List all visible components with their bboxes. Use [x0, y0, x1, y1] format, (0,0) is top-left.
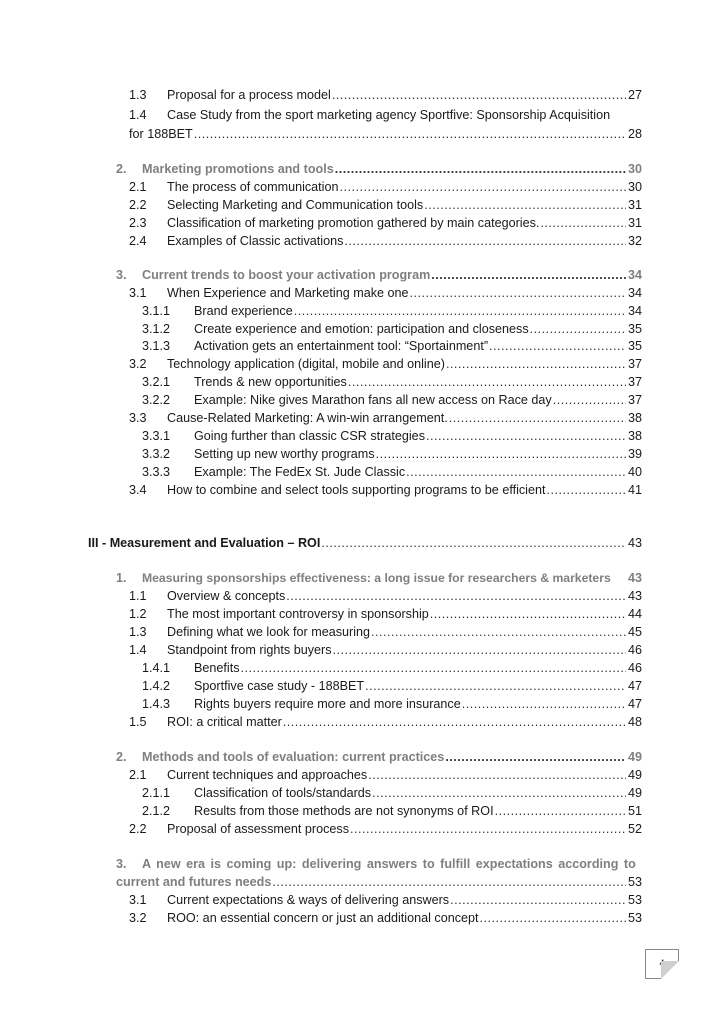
toc-entry-1-4[interactable]: [129, 106, 642, 124]
toc-entry-number: 2.3: [129, 216, 147, 230]
toc-entry-number: 1.: [116, 571, 127, 585]
toc-entry-page: 46: [627, 643, 642, 657]
dot-leader: [450, 891, 626, 909]
toc-entry-iii-1-4[interactable]: [129, 641, 642, 659]
toc-entry-page: 40: [627, 465, 642, 479]
toc-entry-page: 47: [627, 679, 642, 693]
dot-leader: [350, 820, 626, 838]
toc-entry-title: Benefits: [194, 661, 240, 675]
dot-leader: [283, 713, 626, 731]
toc-entry-number: 3.1.3: [142, 339, 171, 353]
toc-entry-number: 1.5: [129, 715, 147, 729]
toc-part-iii[interactable]: [88, 534, 642, 552]
toc-entry-title: Examples of Classic activations: [167, 234, 344, 248]
toc-entry-title: Create experience and emotion: participation and closeness: [194, 322, 529, 336]
toc-entry-page: 31: [627, 198, 642, 212]
toc-entry-page: 32: [627, 234, 642, 248]
toc-entry-number: 2.1: [129, 180, 147, 194]
toc-entry-page: 43: [627, 536, 642, 550]
toc-entry-page: 34: [627, 304, 642, 318]
toc-entry-number: 1.4.1: [142, 661, 171, 675]
toc-entry-title: Current expectations & ways of delivering answers: [167, 893, 450, 907]
toc-entry-number: 3.3.2: [142, 447, 171, 461]
toc-entry-2-2[interactable]: [129, 196, 642, 214]
toc-entry-title: Current trends to boost your activation program: [142, 268, 431, 282]
toc-entry-iii-1-5[interactable]: [129, 713, 642, 731]
dot-leader: [426, 427, 626, 445]
toc-entry-page: 45: [627, 625, 642, 639]
toc-entry-page: 27: [627, 88, 642, 102]
toc-entry-title: Selecting Marketing and Communication tools: [167, 198, 424, 212]
toc-entry-number: 2.1.1: [142, 786, 171, 800]
toc-entry-page: 43: [627, 589, 642, 603]
toc-entry-number: 1.2: [129, 607, 147, 621]
toc-entry-number: 2.2: [129, 198, 147, 212]
toc-entry-number: 3.1.2: [142, 322, 171, 336]
dot-leader: [241, 659, 626, 677]
dot-leader: [332, 86, 626, 104]
toc-entry-title: ROI: a critical matter: [167, 715, 282, 729]
dot-leader: [272, 873, 626, 891]
toc-entry-title-continued: current and futures needs: [116, 875, 272, 889]
toc-entry-3-2-1[interactable]: [142, 373, 642, 391]
toc-entry-number: 2.4: [129, 234, 147, 248]
toc-entry-iii-2-2[interactable]: [129, 820, 642, 838]
toc-entry-page: 30: [627, 162, 642, 176]
toc-entry-page: 37: [627, 357, 642, 371]
toc-entry-title: III - Measurement and Evaluation – ROI: [88, 536, 321, 550]
toc-entry-title: Overview & concepts: [167, 589, 286, 603]
toc-entry-3-2[interactable]: [129, 355, 642, 373]
toc-entry-iii-1-2[interactable]: [129, 605, 642, 623]
toc-entry-iii-3-1[interactable]: [129, 891, 642, 909]
toc-entry-3-3-1[interactable]: [142, 427, 642, 445]
toc-entry-title: Proposal of assessment process: [167, 822, 349, 836]
toc-entry-3-1-3[interactable]: [142, 337, 642, 355]
toc-entry-iii-1-4-3[interactable]: [142, 695, 642, 713]
toc-entry-title: Rights buyers require more and more insurance: [194, 697, 461, 711]
dot-leader: [368, 766, 626, 784]
toc-entry-title: How to combine and select tools supporting programs to be efficient: [167, 483, 546, 497]
toc-entry-page: 38: [627, 411, 642, 425]
toc-entry-number: 2.: [116, 162, 127, 176]
dot-leader: [372, 784, 626, 802]
dot-leader: [348, 373, 626, 391]
toc-entry-page: 53: [627, 875, 642, 889]
dot-leader: [540, 214, 626, 232]
toc-entry-iii-1-3[interactable]: [129, 623, 642, 641]
toc-entry-number: 1.4.2: [142, 679, 171, 693]
dot-leader: [530, 320, 626, 338]
toc-entry-title: A new era is coming up: delivering answers to fulfill expectations according to: [142, 857, 636, 871]
toc-entry-number: 3.: [116, 268, 127, 282]
dot-leader: [321, 534, 626, 552]
toc-entry-title: When Experience and Marketing make one: [167, 286, 409, 300]
toc-entry-page: 31: [627, 216, 642, 230]
toc-entry-page: 52: [627, 822, 642, 836]
toc-entry-page: 46: [627, 661, 642, 675]
toc-entry-number: 2.1: [129, 768, 147, 782]
dot-leader: [462, 695, 626, 713]
toc-entry-iii-1-4-2[interactable]: [142, 677, 642, 695]
dot-leader: [194, 125, 626, 143]
toc-entry-title: Cause-Related Marketing: A win-win arrangement.: [167, 411, 448, 425]
toc-entry-number: 3.3: [129, 411, 147, 425]
toc-entry-number: 2.: [116, 750, 127, 764]
toc-entry-number: 3.2.1: [142, 375, 171, 389]
toc-entry-number: 2.2: [129, 822, 147, 836]
toc-entry-number: 2.1.2: [142, 804, 171, 818]
toc-entry-title: The process of communication: [167, 180, 339, 194]
toc-entry-number: 3.3.3: [142, 465, 171, 479]
toc-entry-title: Technology application (digital, mobile and online): [167, 357, 445, 371]
toc-entry-page: 28: [627, 127, 642, 141]
toc-entry-1-4-continued[interactable]: [129, 125, 642, 143]
toc-section-2[interactable]: [116, 160, 642, 178]
toc-entry-title: Methods and tools of evaluation: current practices: [142, 750, 445, 764]
toc-entry-number: 1.4: [129, 643, 147, 657]
dot-leader: [431, 266, 626, 284]
toc-entry-1-3[interactable]: [129, 86, 642, 104]
folded-corner: [661, 961, 679, 979]
toc-entry-number: 3.4: [129, 483, 147, 497]
toc-entry-page: 38: [627, 429, 642, 443]
toc-section-iii-3[interactable]: [116, 855, 642, 873]
toc-entry-page: 53: [627, 911, 642, 925]
toc-entry-page: 34: [627, 286, 642, 300]
dot-leader: [333, 641, 627, 659]
dot-leader: [495, 802, 626, 820]
toc-entry-number: 3.2.2: [142, 393, 171, 407]
toc-entry-iii-2-1-1[interactable]: [142, 784, 642, 802]
toc-entry-page: 49: [627, 786, 642, 800]
toc-entry-title: Example: Nike gives Marathon fans all new access on Race day: [194, 393, 552, 407]
toc-entry-3-2-2[interactable]: [142, 391, 642, 409]
toc-entry-title: Activation gets an entertainment tool: “Sportainment”: [194, 339, 489, 353]
dot-leader: [410, 284, 626, 302]
dot-leader: [553, 391, 626, 409]
toc-entry-page: 44: [627, 607, 642, 621]
toc-section-iii-1[interactable]: [116, 569, 642, 587]
dot-leader: [294, 302, 626, 320]
dot-leader: [286, 587, 626, 605]
toc-entry-number: 1.3: [129, 625, 147, 639]
dot-leader: [376, 445, 626, 463]
toc-entry-iii-3-2[interactable]: [129, 909, 642, 927]
toc-entry-iii-1-4-1[interactable]: [142, 659, 642, 677]
toc-entry-3-1-1[interactable]: [142, 302, 642, 320]
page-number: 4: [659, 958, 665, 968]
toc-entry-title: Going further than classic CSR strategies: [194, 429, 425, 443]
dot-leader: [344, 232, 626, 250]
toc-entry-title: Proposal for a process model: [167, 88, 331, 102]
toc-entry-number: 3.1.1: [142, 304, 171, 318]
page-number-box: [645, 949, 679, 979]
toc-entry-page: 49: [627, 750, 642, 764]
toc-entry-page: 30: [627, 180, 642, 194]
toc-entry-number: 3.2: [129, 357, 147, 371]
toc-entry-title: Brand experience: [194, 304, 293, 318]
dot-leader: [406, 463, 626, 481]
toc-entry-title: Standpoint from rights buyers: [167, 643, 332, 657]
toc-entry-3-1-2[interactable]: [142, 320, 642, 338]
toc-entry-2-4[interactable]: [129, 232, 642, 250]
toc-entry-3-4[interactable]: [129, 481, 642, 499]
toc-entry-iii-2-1[interactable]: [129, 766, 642, 784]
toc-entry-title: Measuring sponsorships effectiveness: a long issue for researchers & marketers: [142, 571, 611, 585]
toc-entry-page: 51: [627, 804, 642, 818]
toc-entry-title: Current techniques and approaches: [167, 768, 368, 782]
toc-entry-title: Defining what we look for measuring: [167, 625, 371, 639]
toc-entry-page: 35: [627, 322, 642, 336]
toc-entry-number: 1.3: [129, 88, 147, 102]
dot-leader: [340, 178, 627, 196]
toc-entry-title: The most important controversy in sponsorship: [167, 607, 429, 621]
dot-leader: [480, 909, 626, 927]
toc-entry-title-continued: for 188BET: [129, 127, 193, 141]
toc-entry-title: Classification of marketing promotion gathered by main categories.: [167, 216, 540, 230]
toc-entry-number: 1.1: [129, 589, 147, 603]
toc-entry-number: 3.3.1: [142, 429, 171, 443]
toc-entry-title: Sportfive case study - 188BET: [194, 679, 365, 693]
toc-entry-number: 3.2: [129, 911, 147, 925]
toc-section-iii-2[interactable]: [116, 748, 642, 766]
toc-entry-2-3[interactable]: [129, 214, 642, 232]
toc-entry-title: Results from those methods are not synonyms of ROI: [194, 804, 494, 818]
dot-leader: [371, 623, 626, 641]
toc-entry-page: 35: [627, 339, 642, 353]
toc-entry-iii-2-1-2[interactable]: [142, 802, 642, 820]
toc-entry-title: Classification of tools/standards: [194, 786, 372, 800]
toc-entry-number: 1.4: [129, 108, 147, 122]
toc-entry-page: 48: [627, 715, 642, 729]
toc-section-3[interactable]: [116, 266, 642, 284]
toc-entry-title: Trends & new opportunities: [194, 375, 347, 389]
dot-leader: [430, 605, 626, 623]
toc-entry-title: ROO: an essential concern or just an additional concept: [167, 911, 479, 925]
dot-leader: [489, 337, 626, 355]
toc-entry-title: Setting up new worthy programs: [194, 447, 375, 461]
toc-entry-title: Example: The FedEx St. Jude Classic: [194, 465, 406, 479]
toc-entry-3-1[interactable]: [129, 284, 642, 302]
dot-leader: [547, 481, 627, 499]
toc-entry-3-3-3[interactable]: [142, 463, 642, 481]
toc-entry-page: 49: [627, 768, 642, 782]
toc-entry-3-3-2[interactable]: [142, 445, 642, 463]
toc-entry-title: Case Study from the sport marketing agency Sportfive: Sponsorship Acquisition: [167, 108, 611, 122]
dot-leader: [446, 355, 626, 373]
toc-entry-number: 3.: [116, 857, 127, 871]
dot-leader: [445, 748, 626, 766]
toc-entry-page: 47: [627, 697, 642, 711]
toc-entry-page: 43: [627, 571, 642, 585]
toc-entry-number: 1.4.3: [142, 697, 171, 711]
toc-entry-page: 53: [627, 893, 642, 907]
toc-entry-page: 39: [627, 447, 642, 461]
toc-entry-number: 3.1: [129, 286, 147, 300]
toc-entry-page: 34: [627, 268, 642, 282]
toc-entry-page: 37: [627, 393, 642, 407]
toc-entry-title: Marketing promotions and tools: [142, 162, 334, 176]
dot-leader: [449, 409, 626, 427]
dot-leader: [365, 677, 626, 695]
toc-section-iii-3-continued[interactable]: [116, 873, 642, 891]
toc-entry-iii-1-1[interactable]: [129, 587, 642, 605]
dot-leader: [424, 196, 626, 214]
toc-entry-2-1[interactable]: [129, 178, 642, 196]
toc-entry-number: 3.1: [129, 893, 147, 907]
dot-leader: [335, 160, 626, 178]
toc-entry-3-3[interactable]: [129, 409, 642, 427]
toc-entry-page: 41: [627, 483, 642, 497]
toc-entry-page: 37: [627, 375, 642, 389]
